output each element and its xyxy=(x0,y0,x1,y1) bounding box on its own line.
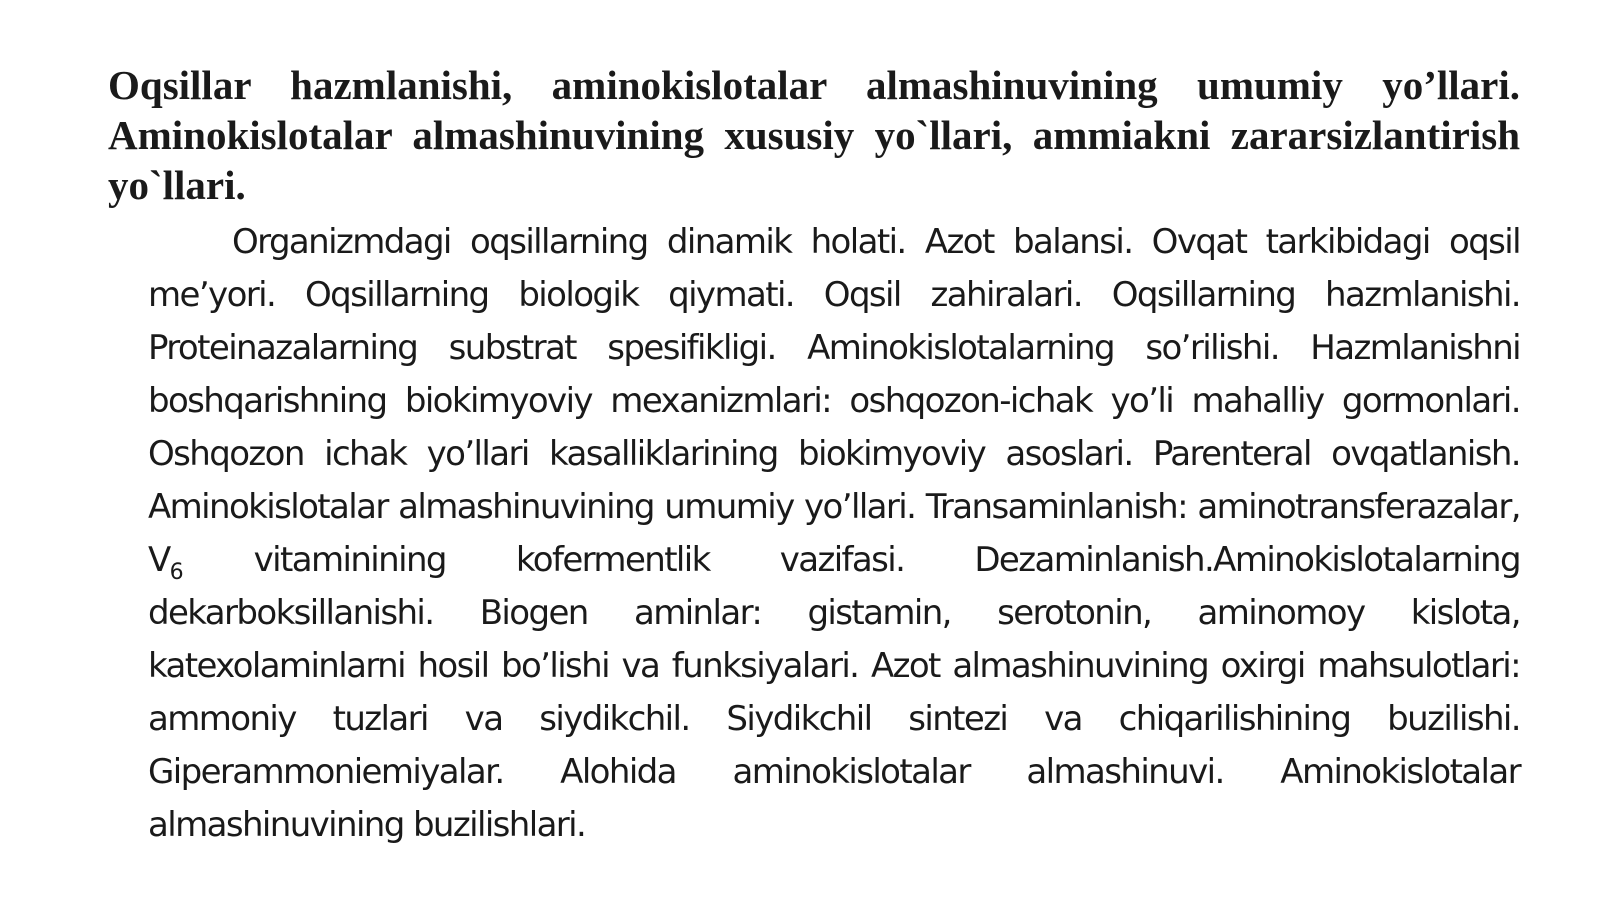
document-body-paragraph xyxy=(148,216,1520,852)
document-title: Oqsillar hazmlanishi, aminokislotalar almashinuvining umumiy yo’llari. Aminokislotalar almashinuvining xususiy yo`llari, ammiakni zararsizlantirish yo`llari. xyxy=(108,62,1520,208)
body-text-part-2: vitaminining kofermentlik vazifasi. Dezaminlanish.Aminokislotalarning dekarboksillanishi. Biogen aminlar: gistamin, serotonin, aminomoy kislota, katexolaminlarni hosil bo’lishi va funksiyalari. Azot almashinuvining oxirgi mahsulotlari: ammoniy tuzlari va siydikchil. Siydikchil sintezi va chiqarilishining buzilishi. Giperammoniemiyalar. Alohida aminokislotalar almashinuvi. Aminokislotalar almashinuvining buzilishlari. xyxy=(148,540,1520,845)
vitamin-subscript: 6 xyxy=(169,560,184,585)
body-text-part-1: Organizmdagi oqsillarning dinamik holati. Azot balansi. Ovqat tarkibidagi oqsil me’yori. Oqsillarning biologik qiymati. Oqsil zahiralari. Oqsillarning hazmlanishi. Proteinazalarning substrat spesifikligi. Aminokislotalarning so’rilishi. Hazmlanishni boshqarishning biokimyoviy mexanizmlari: oshqozon-ichak yo’li mahalliy gormonlari. Oshqozon ichak yo’llari kasalliklarining biokimyoviy asoslari. Parenteral ovqatlanish. Aminokislotalar almashinuvining umumiy yo’llari. Transaminlanish: aminotransferazalar, V xyxy=(148,222,1520,580)
